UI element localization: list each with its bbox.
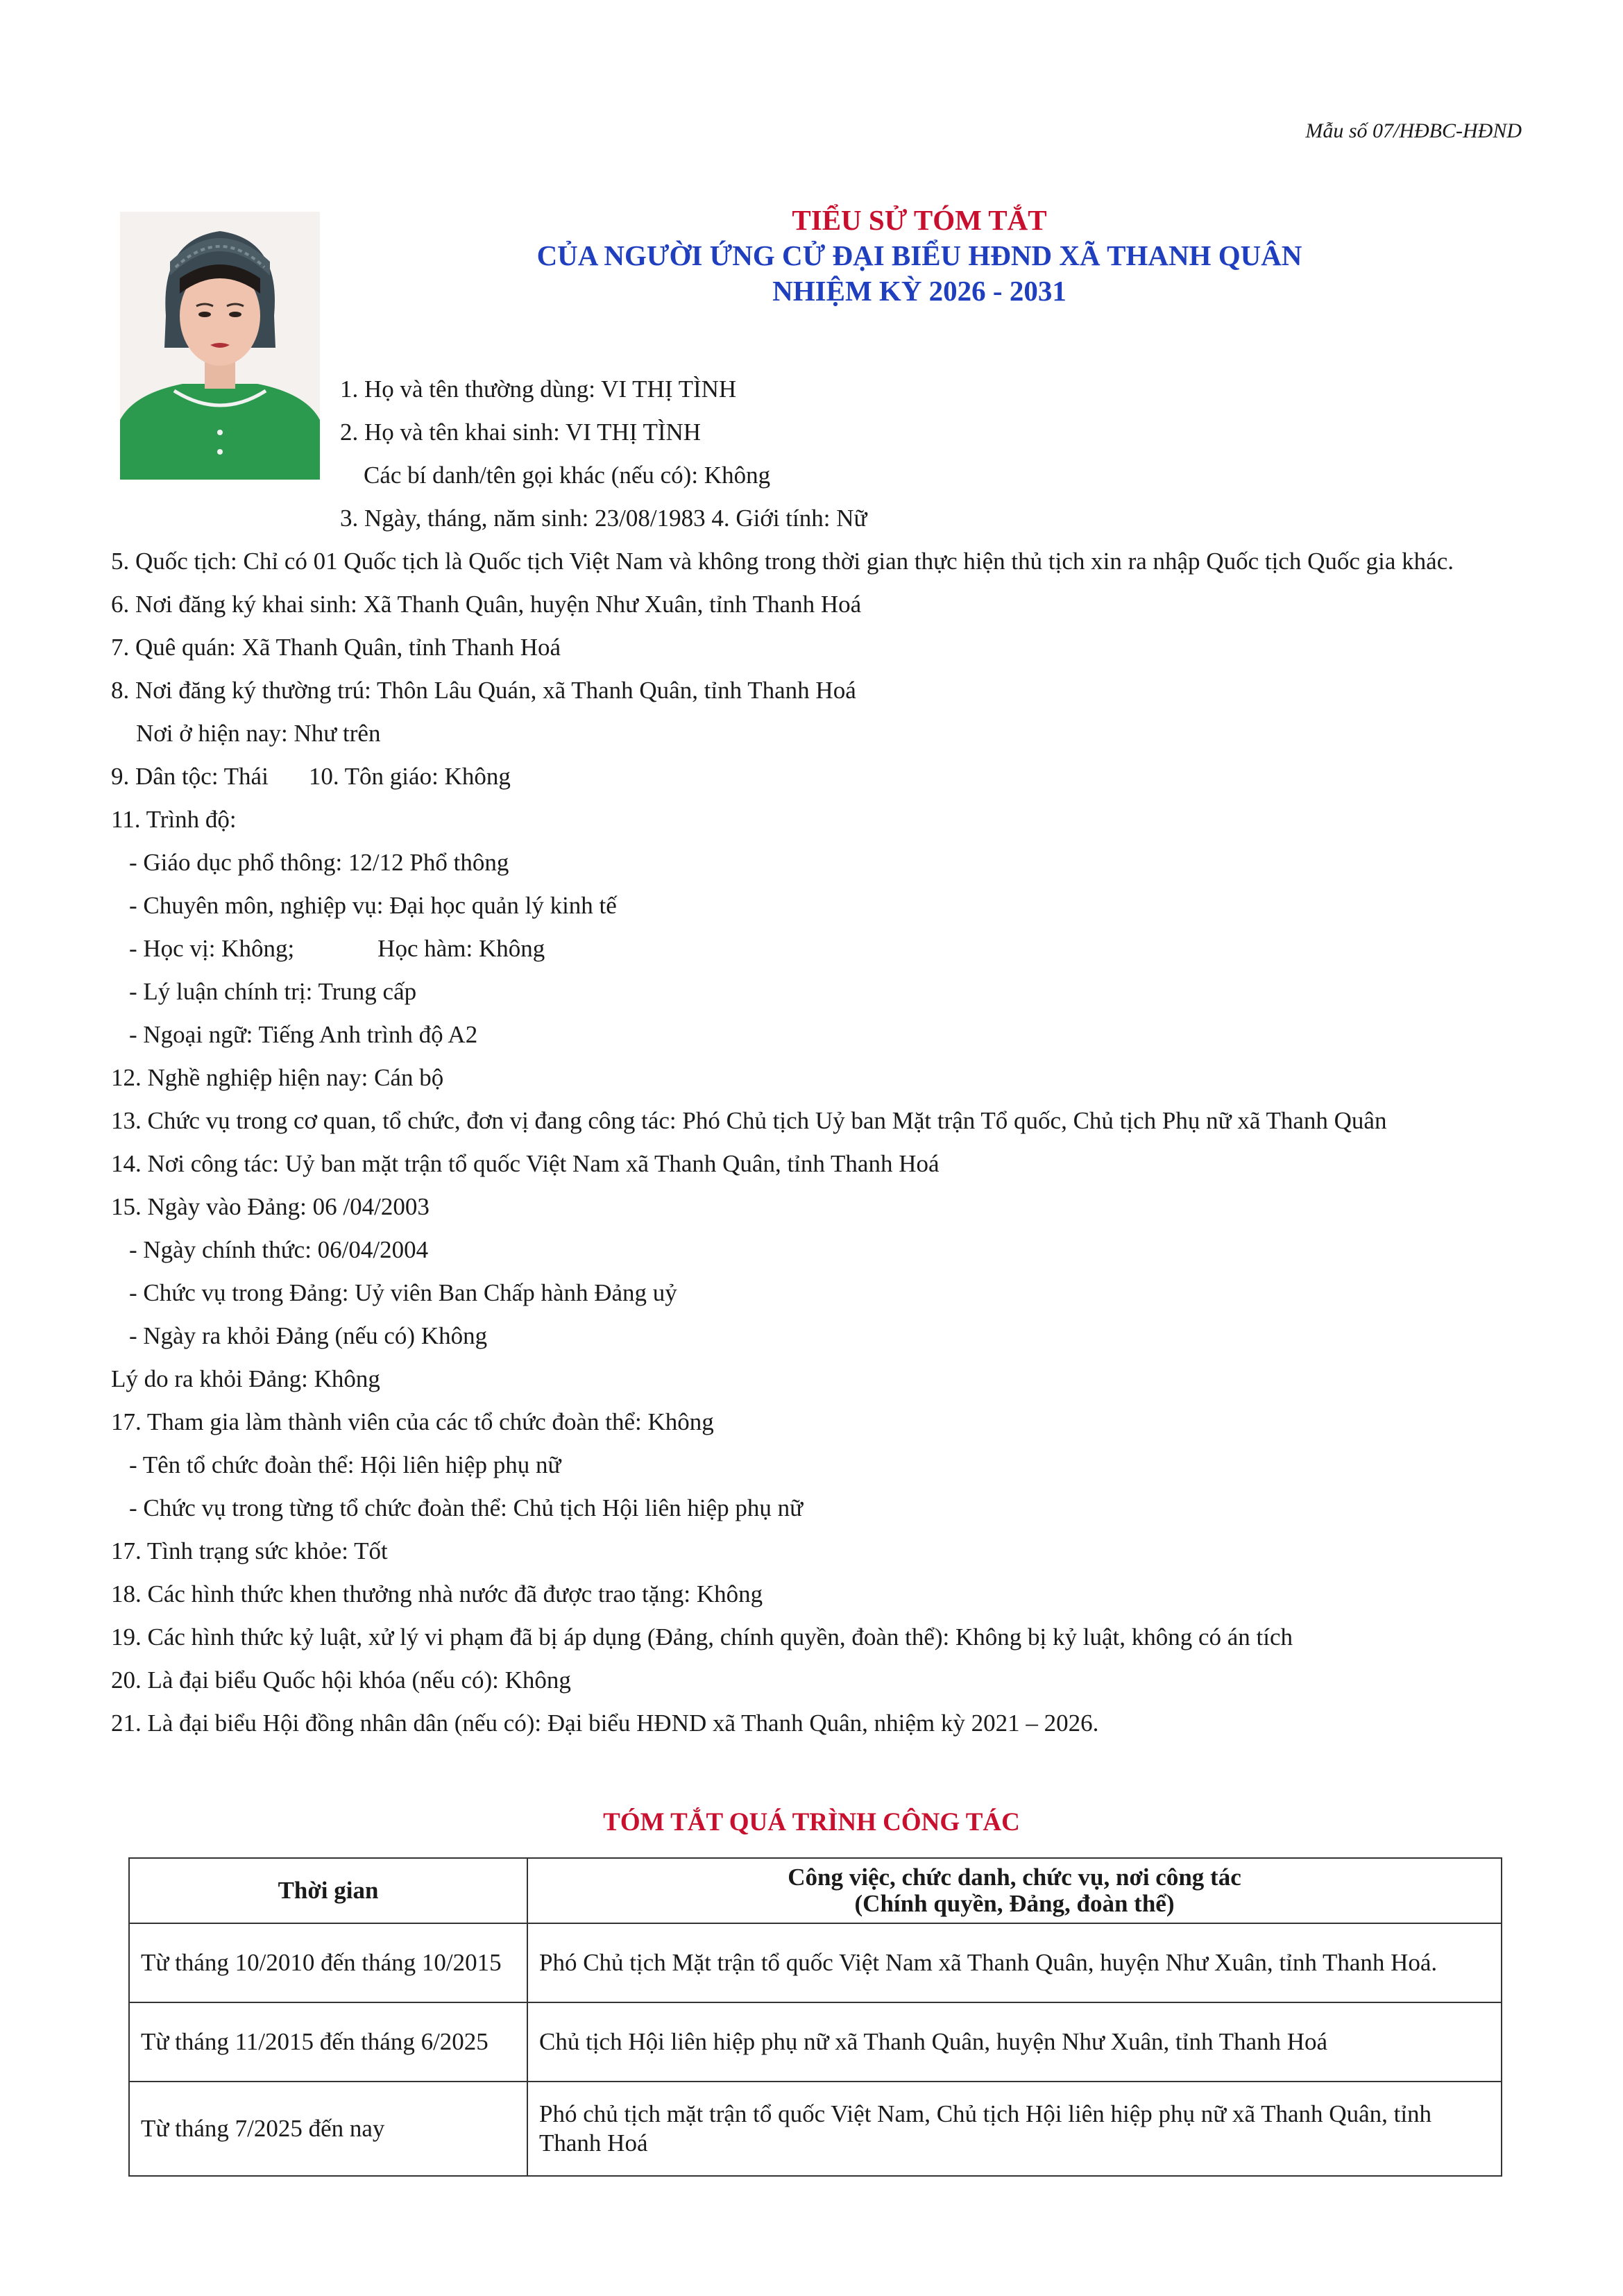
field-birth-name: 2. Họ và tên khai sinh: VI THỊ TÌNH <box>340 419 702 446</box>
field-occupation: 12. Nghề nghiệp hiện nay: Cán bộ <box>111 1064 444 1091</box>
field-hometown: 7. Quê quán: Xã Thanh Quân, tỉnh Thanh Hoá <box>111 634 561 661</box>
field-organization-position: - Chức vụ trong từng tổ chức đoàn thể: Chủ tịch Hội liên hiệp phụ nữ <box>129 1494 804 1521</box>
field-academic-title: Học hàm: Không <box>377 935 545 962</box>
header-job <box>527 1858 1502 1923</box>
field-political-theory: - Lý luận chính trị: Trung cấp <box>129 978 417 1005</box>
table-header-row <box>129 1858 1502 1923</box>
field-date-of-birth: 3. Ngày, tháng, năm sinh: 23/08/1983 <box>340 505 706 532</box>
field-ethnicity: 9. Dân tộc: Thái <box>111 763 269 790</box>
field-ethnicity-religion <box>111 755 1520 798</box>
title-line-3: NHIỆM KỲ 2026 - 2031 <box>772 275 1067 307</box>
field-organization-name: - Tên tổ chức đoàn thể: Hội liên hiệp phụ nữ <box>129 1451 561 1478</box>
field-education: 11. Trình độ: <box>111 806 237 833</box>
field-peoples-council: 21. Là đại biểu Hội đồng nhân dân (nếu có): Đại biểu HĐND xã Thanh Quân, nhiệm kỳ 2021 – 2026. <box>111 1710 1099 1737</box>
header-time: Thời gian <box>129 1858 527 1923</box>
document-title <box>326 203 1513 309</box>
row-time: Từ tháng 7/2025 đến nay <box>129 2082 527 2176</box>
title-line-1: TIỂU SỬ TÓM TẮT <box>792 204 1047 236</box>
field-awards: 18. Các hình thức khen thưởng nhà nước đã được trao tặng: Không <box>111 1580 763 1607</box>
field-party-position: - Chức vụ trong Đảng: Uỷ viên Ban Chấp hành Đảng uỷ <box>129 1279 677 1306</box>
table-row <box>129 1923 1502 2002</box>
work-history-table <box>128 1857 1502 2177</box>
field-workplace: 14. Nơi công tác: Uỷ ban mặt trận tổ quốc Việt Nam xã Thanh Quân, tỉnh Thanh Hoá <box>111 1150 940 1177</box>
field-party-leave-reason: Lý do ra khỏi Đảng: Không <box>111 1365 380 1392</box>
field-gender: 4. Giới tính: Nữ <box>711 505 867 532</box>
row-job: Phó chủ tịch mặt trận tổ quốc Việt Nam, Chủ tịch Hội liên hiệp phụ nữ xã Thanh Quân, tỉnh Thanh Hoá <box>527 2082 1502 2176</box>
title-line-2: CỦA NGƯỜI ỨNG CỬ ĐẠI BIỂU HĐND XÃ THANH QUÂN <box>536 239 1302 271</box>
field-general-education: - Giáo dục phổ thông: 12/12 Phổ thông <box>129 849 509 876</box>
header-job-line-2: (Chính quyền, Đảng, đoàn thể) <box>854 1890 1175 1917</box>
table-row <box>129 2082 1502 2176</box>
field-party-join-date: 15. Ngày vào Đảng: 06 /04/2003 <box>111 1193 430 1220</box>
table-row <box>129 2002 1502 2082</box>
header-job-line-1: Công việc, chức danh, chức vụ, nơi công tác <box>788 1864 1241 1891</box>
field-permanent-residence: 8. Nơi đăng ký thường trú: Thôn Lâu Quán, xã Thanh Quân, tỉnh Thanh Hoá <box>111 677 856 704</box>
biography-fields <box>111 368 1520 1745</box>
row-job: Chủ tịch Hội liên hiệp phụ nữ xã Thanh Quân, huyện Như Xuân, tỉnh Thanh Hoá <box>527 2002 1502 2082</box>
field-academic-degree-title <box>111 927 1520 970</box>
field-discipline: 19. Các hình thức kỷ luật, xử lý vi phạm đã bị áp dụng (Đảng, chính quyền, đoàn thể): Không bị kỷ luật, không có án tích <box>111 1623 1293 1651</box>
row-time: Từ tháng 10/2010 đến tháng 10/2015 <box>129 1923 527 2002</box>
field-professional-qualification: - Chuyên môn, nghiệp vụ: Đại học quản lý kinh tế <box>129 892 617 919</box>
field-position: 13. Chức vụ trong cơ quan, tổ chức, đơn vị đang công tác: Phó Chủ tịch Uỷ ban Mặt trận Tổ quốc, Chủ tịch Phụ nữ xã Thanh Quân <box>111 1107 1387 1134</box>
field-foreign-language: - Ngoại ngữ: Tiếng Anh trình độ A2 <box>129 1021 478 1048</box>
field-nationality: 5. Quốc tịch: Chỉ có 01 Quốc tịch là Quốc tịch Việt Nam và không trong thời gian thực hiện thủ tịch xin ra nhập Quốc tịch Quốc gia khác. <box>111 548 1454 575</box>
field-organizations: 17. Tham gia làm thành viên của các tổ chức đoàn thể: Không <box>111 1408 714 1435</box>
field-party-leave-date: - Ngày ra khỏi Đảng (nếu có) Không <box>129 1322 488 1349</box>
form-number: Mẫu số 07/HĐBC-HĐND <box>1305 119 1522 142</box>
row-job: Phó Chủ tịch Mặt trận tổ quốc Việt Nam xã Thanh Quân, huyện Như Xuân, tỉnh Thanh Hoá. <box>527 1923 1502 2002</box>
work-history-title: TÓM TẮT QUÁ TRÌNH CÔNG TÁC <box>603 1808 1020 1837</box>
field-common-name: 1. Họ và tên thường dùng: VI THỊ TÌNH <box>340 375 737 403</box>
field-health: 17. Tình trạng sức khỏe: Tốt <box>111 1537 388 1564</box>
field-birth-registration: 6. Nơi đăng ký khai sinh: Xã Thanh Quân, huyện Như Xuân, tỉnh Thanh Hoá <box>111 591 862 618</box>
field-dob-gender <box>111 497 1520 540</box>
field-aliases: Các bí danh/tên gọi khác (nếu có): Không <box>364 462 771 489</box>
field-religion: 10. Tôn giáo: Không <box>308 763 511 790</box>
field-party-official-date: - Ngày chính thức: 06/04/2004 <box>129 1236 429 1263</box>
field-current-residence: Nơi ở hiện nay: Như trên <box>136 720 381 747</box>
row-time: Từ tháng 11/2015 đến tháng 6/2025 <box>129 2002 527 2082</box>
field-academic-degree: - Học vị: Không; <box>129 935 295 962</box>
field-national-assembly: 20. Là đại biểu Quốc hội khóa (nếu có): Không <box>111 1666 571 1694</box>
